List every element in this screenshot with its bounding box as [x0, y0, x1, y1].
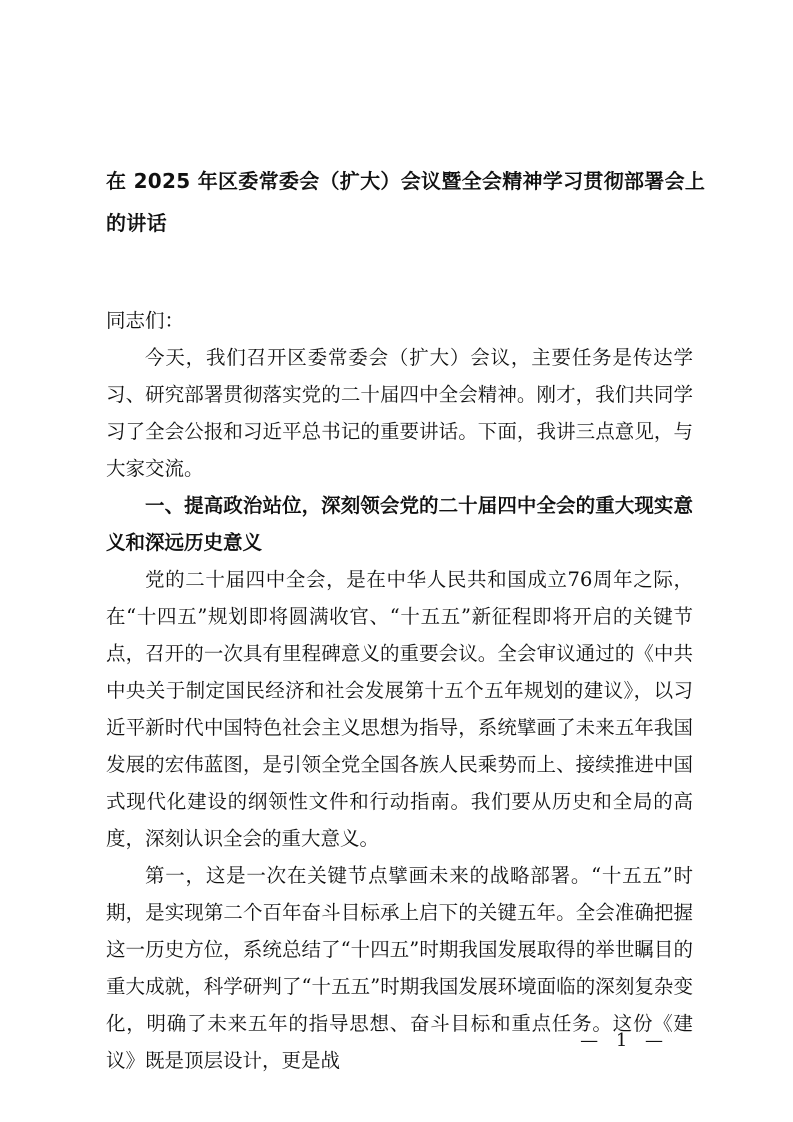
document-body	[106, 302, 693, 1079]
body-paragraph: 第一，这是一次在关键节点擘画未来的战略部署。“十五五”时期，是实现第二个百年奋斗目标承上启下的关键五年。全会准确把握这一历史方位，系统总结了“十四五”时期我国发展取得的举世瞩目的重大成就，科学研判了“十五五”时期我国发展环境面临的深刻复杂变化，明确了未来五年的指导思想、奋斗目标和重点任务。这份《建议》既是顶层设计，更是战	[106, 864, 693, 1072]
page-number: — 1 —	[580, 1030, 669, 1051]
body-paragraph: 党的二十届四中全会，是在中华人民共和国成立76周年之际，在“十四五”规划即将圆满收官、“十五五”新征程即将开启的关键节点，召开的一次具有里程碑意义的重要会议。全会审议通过的《中共中央关于制定国民经济和社会发展第十五个五年规划的建议》，以习近平新时代中国特色社会主义思想为指导，系统擘画了未来五年我国发展的宏伟蓝图，是引领全党全国各族人民乘势而上、接续推进中国式现代化建设的纲领性文件和行动指南。我们要从历史和全局的高度，深刻认识全会的重大意义。	[106, 568, 693, 850]
salutation: 同志们：	[106, 309, 185, 332]
section-heading: 一、提高政治站位，深刻领会党的二十届四中全会的重大现实意义和深远历史意义	[106, 494, 693, 554]
document-title: 在 2025 年区委常委会（扩大）会议暨全会精神学习贯彻部署会上的讲话	[106, 169, 706, 235]
intro-paragraph: 今天，我们召开区委常委会（扩大）会议，主要任务是传达学习、研究部署贯彻落实党的二十届四中全会精神。刚才，我们共同学习了全会公报和习近平总书记的重要讲话。下面，我讲三点意见，与大家交流。	[106, 346, 693, 480]
